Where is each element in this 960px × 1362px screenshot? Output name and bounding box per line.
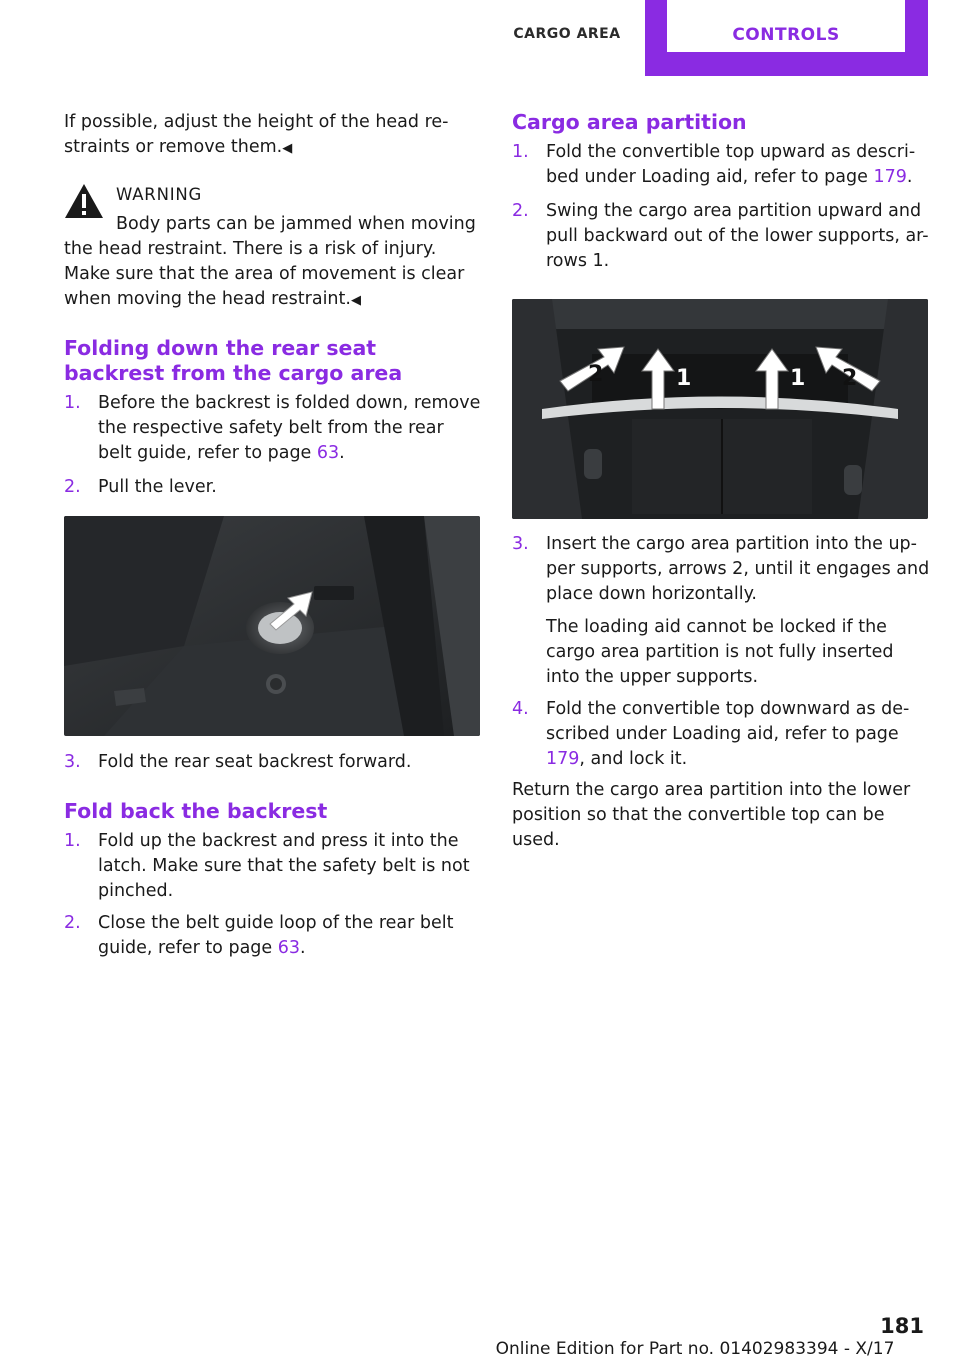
step-number: 2. <box>512 201 529 221</box>
step-text: Pull the lever. <box>98 477 217 497</box>
step-text: Insert the cargo area partition into the up-per supports, arrows 2, until it engages and place down horizontally. <box>546 534 930 604</box>
page-link[interactable]: 179 <box>546 749 580 769</box>
list-item <box>512 697 930 772</box>
arrow-label: 2 <box>842 366 858 391</box>
chapter-tab[interactable] <box>645 0 928 76</box>
fold-back-heading: Fold back the backrest <box>64 799 328 823</box>
warning-title: WARNING <box>116 185 203 204</box>
step-number: 1. <box>64 831 81 851</box>
closing-paragraph: Return the cargo area partition into the lower position so that the convertible top can be used. <box>512 780 911 850</box>
list-item <box>64 829 482 904</box>
partition-heading: Cargo area partition <box>512 110 747 134</box>
step-text: Fold the rear seat backrest forward. <box>98 752 412 772</box>
step-number: 1. <box>512 142 529 162</box>
intro-paragraph <box>64 110 482 161</box>
end-mark-icon: ◀ <box>282 141 293 156</box>
fold-down-heading: Folding down the rear seat backrest from the cargo area <box>64 336 403 385</box>
step-text: Close the belt guide loop of the rear belt guide, refer to page <box>98 913 454 958</box>
step-text: Fold the convertible top downward as de-scribed under Loading aid, refer to page <box>546 699 910 744</box>
step-text-end: , and lock it. <box>579 749 688 769</box>
warning-triangle-icon <box>64 183 104 219</box>
warning-body-paragraph <box>64 212 482 313</box>
step-number: 3. <box>64 752 81 772</box>
list-item <box>512 199 930 274</box>
step-text-end: . <box>906 167 913 187</box>
arrow-label: 1 <box>790 366 806 391</box>
section-title: CARGO AREA <box>513 26 621 42</box>
fold-down-steps <box>64 391 482 500</box>
list-item <box>64 391 482 466</box>
step-text-end: . <box>339 443 345 463</box>
lever-photo <box>64 516 480 736</box>
intro-text: If possible, adjust the height of the head re-straints or remove them. <box>64 112 449 157</box>
page-link[interactable]: 63 <box>316 443 340 463</box>
warning-block <box>64 182 482 313</box>
right-column <box>512 110 930 853</box>
step-text: Before the backrest is folded down, remove the respective safety belt from the rear belt guide, refer to page <box>98 393 481 463</box>
list-item <box>512 140 930 190</box>
list-item <box>512 532 930 690</box>
step-number: 3. <box>512 534 529 554</box>
warning-body: Body parts can be jammed when moving the head restraint. There is a risk of injury. Make sure that the area of movement is clear when moving the head restraint. <box>64 214 476 309</box>
page-link[interactable]: 179 <box>873 167 907 187</box>
step-note: The loading aid cannot be locked if the cargo area partition is not fully inserted into the upper supports. <box>546 617 894 687</box>
page-number: 181 <box>880 1314 924 1338</box>
fold-down-steps-continued <box>64 750 482 775</box>
list-item <box>64 750 482 775</box>
fold-back-steps <box>64 829 482 961</box>
list-item <box>64 911 482 961</box>
step-number: 4. <box>512 699 529 719</box>
step-number: 1. <box>64 393 81 413</box>
step-text-end: . <box>300 938 306 958</box>
step-text: Fold the convertible top upward as descri-bed under Loading aid, refer to page <box>546 142 916 187</box>
step-text: Fold up the backrest and press it into the latch. Make sure that the safety belt is not pinched. <box>98 831 470 901</box>
arrow-label: 1 <box>676 366 692 391</box>
step-text: Swing the cargo area partition upward and pull backward out of the lower supports, ar-rows 1. <box>546 201 929 271</box>
partition-steps-continued <box>512 532 930 772</box>
page-link[interactable]: 63 <box>277 938 301 958</box>
list-item <box>64 475 482 500</box>
partition-photo <box>512 299 928 519</box>
edition-footer: Online Edition for Part no. 01402983394 - X/17 <box>495 1339 895 1359</box>
step-number: 2. <box>64 477 81 497</box>
partition-steps <box>512 140 930 274</box>
chapter-tab-label: CONTROLS <box>667 0 905 52</box>
end-mark-icon: ◀ <box>350 293 361 308</box>
left-column <box>64 110 482 961</box>
step-number: 2. <box>64 913 81 933</box>
arrow-label: 2 <box>588 362 604 387</box>
